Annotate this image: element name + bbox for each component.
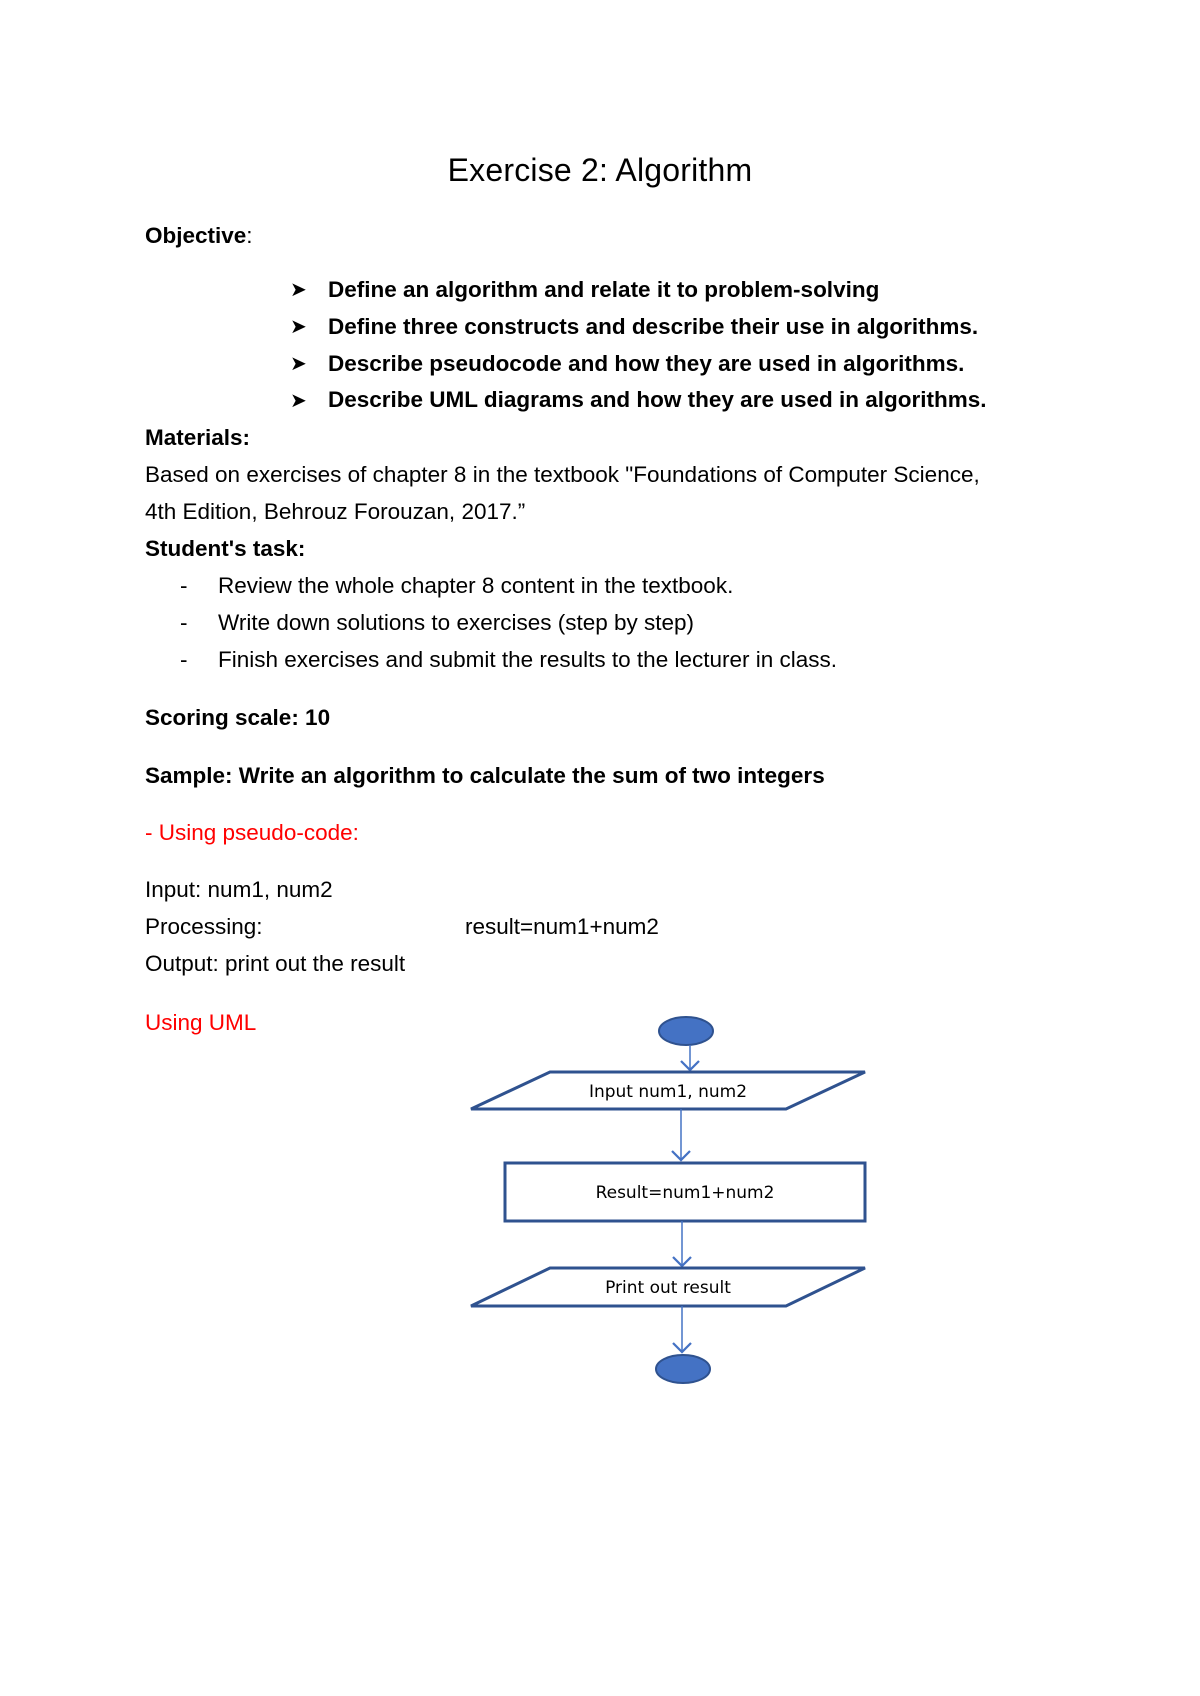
dash-marker: - — [180, 646, 188, 672]
process-node-label: Result=num1+num2 — [595, 1183, 775, 1203]
student-task-heading: Student's task: — [145, 536, 306, 561]
scoring-scale: Scoring scale: 10 — [145, 705, 331, 730]
arrow-bullet-icon: ➤ — [290, 389, 307, 412]
materials-line-2: 4th Edition, Behrouz Forouzan, 2017.” — [145, 499, 526, 524]
materials-line-1: Based on exercises of chapter 8 in the textbook "Foundations of Computer Science, — [145, 462, 980, 487]
arrow-bullet-icon: ➤ — [290, 352, 307, 375]
output-node-label: Print out result — [605, 1278, 731, 1298]
sample-heading: Sample: Write an algorithm to calculate the sum of two integers — [145, 763, 825, 788]
objective-item-text: Describe UML diagrams and how they are used in algorithms. — [328, 387, 987, 413]
objective-label: Objective — [145, 223, 247, 248]
objective-colon: : — [246, 223, 253, 248]
processing-label: Processing: — [145, 914, 263, 939]
dash-marker: - — [180, 573, 188, 598]
arrow-bullet-icon: ➤ — [290, 279, 307, 302]
materials-heading: Materials: — [145, 425, 251, 450]
end-terminal-node — [656, 1355, 710, 1383]
task-item-text: Finish exercises and submit the results to the lecturer in class. — [218, 646, 838, 672]
objective-item-text: Define three constructs and describe their use in algorithms. — [328, 313, 979, 339]
task-item-text: Write down solutions to exercises (step by step) — [218, 609, 695, 635]
objective-item-text: Define an algorithm and relate it to problem-solving — [328, 277, 880, 302]
objective-item-text: Describe pseudocode and how they are used in algorithms. — [328, 350, 965, 376]
uml-heading: Using UML — [145, 1010, 257, 1035]
page-title: Exercise 2: Algorithm — [447, 152, 753, 188]
start-terminal-node — [659, 1017, 713, 1045]
arrow-bullet-icon: ➤ — [290, 316, 307, 339]
processing-value: result=num1+num2 — [465, 914, 659, 939]
pseudo-output: Output: print out the result — [145, 951, 406, 976]
pseudo-code-heading: - Using pseudo-code: — [145, 820, 359, 845]
pseudo-input: Input: num1, num2 — [145, 877, 333, 902]
dash-marker: - — [180, 609, 188, 635]
input-node-label: Input num1, num2 — [588, 1082, 748, 1102]
task-item-text: Review the whole chapter 8 content in the textbook. — [218, 573, 734, 598]
